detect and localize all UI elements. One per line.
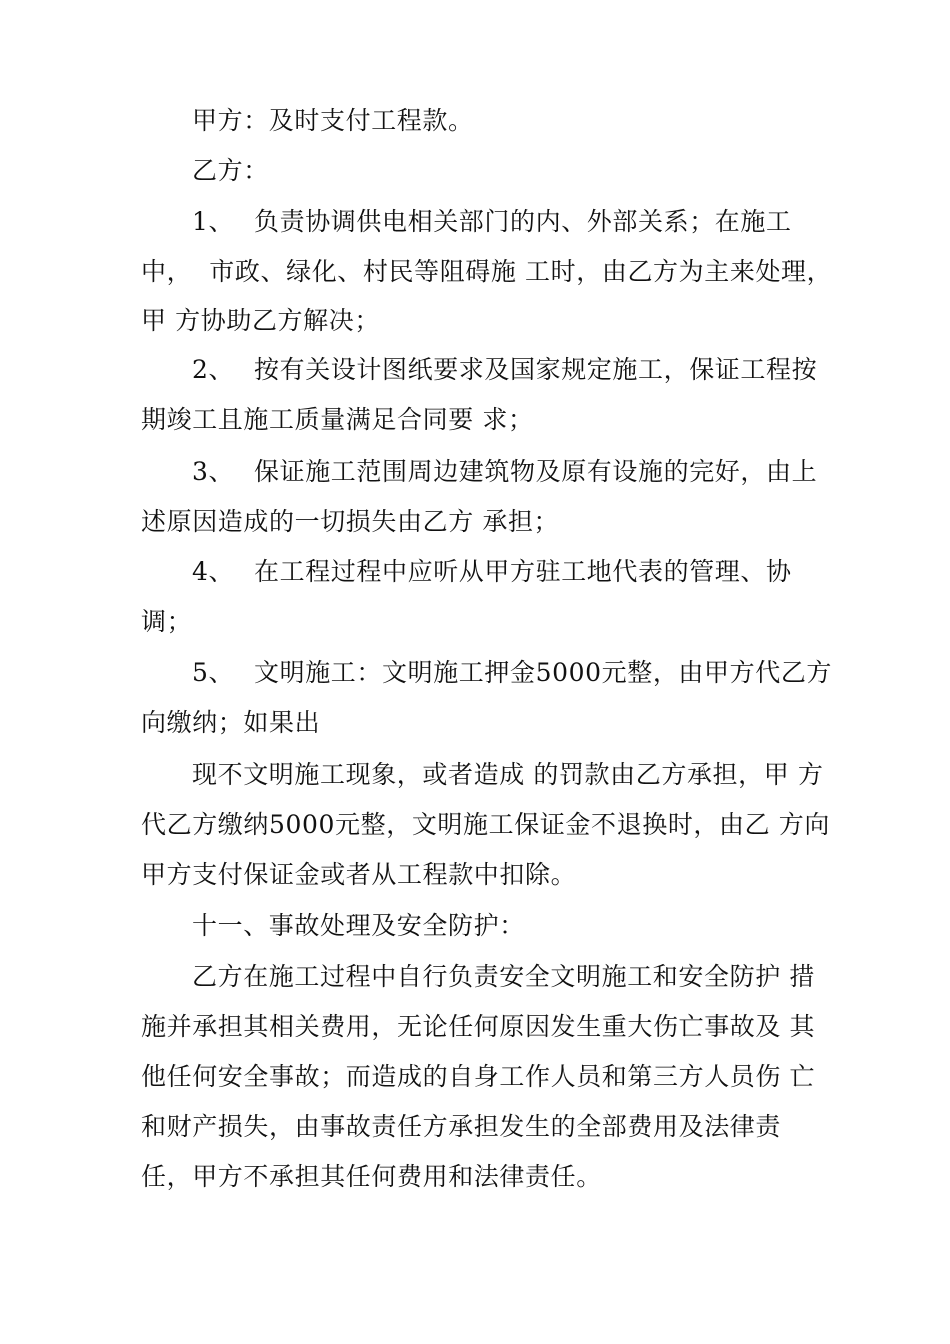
text-line: 甲方：及时支付工程款。 — [192, 106, 474, 135]
text-line: 负责协调供电相关部门的内、外部关系；在施工 — [254, 207, 792, 236]
text-line: 任，甲方不承担其任何费用和法律责任。 — [141, 1162, 602, 1191]
text-line: 现不文明施工现象，或者造成 的罚款由乙方承担，甲 方 — [192, 760, 824, 789]
text-line: 代乙方缴纳5000元整，文明施工保证金不退换时，由乙 方向 — [141, 810, 830, 839]
list-number: 3、 — [192, 457, 235, 486]
text-line: 甲方支付保证金或者从工程款中扣除。 — [141, 860, 577, 889]
text-line: 文明施工：文明施工押金5000元整，由甲方代乙方 — [254, 658, 833, 687]
text-line: 调； — [141, 607, 193, 636]
text-line: 他任何安全事故；而造成的自身工作人员和第三方人员伤 亡 — [141, 1062, 816, 1091]
list-item-5 — [192, 656, 832, 690]
text-line: 乙方在施工过程中自行负责安全文明施工和安全防护 措 — [192, 962, 815, 991]
text-line: 向缴纳；如果出 — [141, 708, 321, 737]
text-line: 保证施工范围周边建筑物及原有设施的完好，由上 — [254, 457, 818, 486]
text-line: 乙方： — [192, 156, 269, 185]
list-item-2 — [192, 353, 832, 387]
list-item-1 — [192, 205, 832, 239]
text-line: 述原因造成的一切损失由乙方 承担； — [141, 507, 560, 536]
list-number: 4、 — [192, 557, 235, 586]
section-heading: 十一、事故处理及安全防护： — [192, 911, 525, 940]
text-line: 期竣工且施工质量满足合同要 求； — [141, 405, 534, 434]
list-number: 1、 — [192, 207, 235, 236]
list-number: 2、 — [192, 355, 235, 384]
text-line: 按有关设计图纸要求及国家规定施工，保证工程按 — [254, 355, 818, 384]
text-line: 中， 市政、绿化、村民等阻碍施 工时，由乙方为主来处理， — [141, 257, 833, 286]
list-number: 5、 — [192, 658, 235, 687]
list-item-4 — [192, 555, 832, 589]
text-line: 甲 方协助乙方解决； — [141, 306, 380, 335]
text-line: 施并承担其相关费用，无论任何原因发生重大伤亡事故及 其 — [141, 1012, 816, 1041]
text-line: 在工程过程中应听从甲方驻工地代表的管理、协 — [254, 557, 792, 586]
list-item-3 — [192, 455, 832, 489]
text-line: 和财产损失，由事故责任方承担发生的全部费用及法律责 — [141, 1112, 782, 1141]
